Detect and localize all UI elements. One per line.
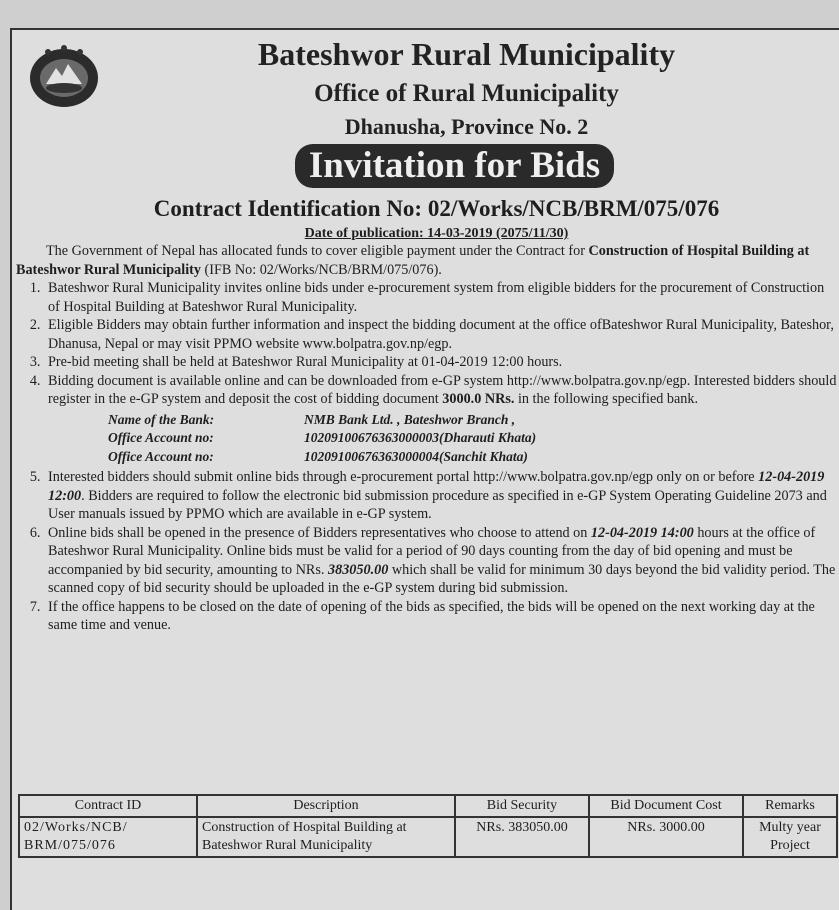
instructions-list — [16, 279, 838, 635]
item-text: Eligible Bidders may obtain further information and inspect the bidding document at the office ofBateshwor Rural Municipality, Bateshor, Dhanusa, Nepal or may visit PPMO website www.bolpatra.gov.np/egp. — [48, 317, 834, 352]
intro-ifb: (IFB No: 02/Works/NCB/BRM/075/076). — [200, 261, 442, 278]
list-item — [44, 353, 838, 372]
submission-deadline: 12-04-2019 12:00 — [48, 469, 825, 504]
notice-body — [16, 242, 838, 635]
bank-details — [108, 411, 838, 467]
col-bid-document-cost: Bid Document Cost — [589, 795, 743, 817]
cell-bid-document-cost: NRs. 3000.00 — [589, 817, 743, 857]
account-value: 10209100676363000004(Sanchit Khata) — [304, 448, 528, 464]
intro-text: The Government of Nepal has allocated funds to cover eligible payment under the Contract for — [46, 243, 589, 259]
list-item — [44, 316, 838, 353]
notice-page — [10, 28, 839, 910]
cell-bid-security: NRs. 383050.00 — [455, 817, 589, 857]
intro-project-name: Construction of Hospital Building at Bateshwor Rural Municipality — [16, 243, 810, 278]
contract-identification: Contract Identification No: 02/Works/NCB/BRM/075/076 — [153, 196, 720, 221]
list-item — [44, 279, 838, 316]
item-text: Bateshwor Rural Municipality invites online bids under e-procurement system from eligible bidders for the procurement of Construction of Hospital Building at Bateshwor Rural Municipality. — [48, 280, 825, 315]
account-label: Office Account no: — [108, 430, 214, 445]
account-value: 10209100676363000003(Dharauti Khata) — [304, 430, 537, 445]
item-text: in the following specified bank. — [514, 391, 699, 407]
col-remarks: Remarks — [743, 795, 837, 817]
item-text: which shall be valid for minimum 30 days beyond the bid validity period. The scanned copy of bid security should be uploaded in the e-GP system during bid submission. — [48, 561, 836, 596]
intro-paragraph — [16, 242, 838, 279]
col-contract-id: Contract ID — [19, 795, 197, 817]
table-header-row — [19, 795, 837, 817]
opening-date: 12-04-2019 14:00 — [590, 524, 694, 541]
item-text: Online bids shall be opened in the presence of Bidders representatives who choose to attend on — [48, 524, 591, 541]
cell-contract-id: 02/Works/NCB/ BRM/075/076 — [19, 817, 197, 857]
bank-name-label: Name of the Bank: — [108, 411, 215, 427]
col-bid-security: Bid Security — [455, 795, 589, 817]
account-label: Office Account no: — [108, 448, 214, 464]
item-text: If the office happens to be closed on the date of opening of the bids as specified, the bids will be opened on the next working day at the same time and venue. — [48, 598, 815, 633]
cell-description: Construction of Hospital Building at Bateshwor Rural Municipality — [197, 817, 455, 857]
municipality-title: Bateshwor Rural Municipality — [257, 36, 676, 72]
col-description: Description — [197, 795, 455, 817]
list-item — [44, 372, 838, 467]
invitation-banner: Invitation for Bids — [295, 144, 614, 188]
item-text: hours at the office of Bateshwor Rural Municipality. Online bids must be valid for a period of 90 days counting from the day of bid opening and must be accompanied by bid security, amounting to NRs. — [48, 524, 816, 578]
bank-name-row — [108, 411, 838, 430]
item-text: Pre-bid meeting shall be held at Bateshwor Rural Municipality at 01-04-2019 12:00 hours. — [48, 354, 563, 370]
banner-wrap — [12, 144, 839, 188]
date-of-publication: Date of publication: 14-03-2019 (2075/11/30) — [304, 226, 569, 241]
item-text: Bidding document is available online and can be downloaded from e-GP system http://www.bolpatra.gov.np/egp. Interested bidders should register in the e-GP system and deposit the cost of bidding document — [48, 372, 837, 407]
cell-remarks: Multy year Project — [743, 817, 837, 857]
location-title: Dhanusha, Province No. 2 — [344, 114, 589, 139]
item-text: Interested bidders should submit online bids through e-procurement portal http://www.bolpatra.gov.np/egp only on or before — [48, 469, 759, 485]
list-item — [44, 598, 838, 635]
account-row — [108, 429, 838, 448]
table-row — [19, 817, 837, 857]
document-cost: 3000.0 NRs. — [442, 391, 515, 407]
item-text: . Bidders are required to follow the electronic bid submission procedure as specified in e-GP System Operating Guideline 2073 and User manuals issued by PPMO which are available in e-GP system. — [48, 487, 827, 522]
contract-table — [18, 794, 838, 858]
list-item — [44, 468, 838, 524]
office-title: Office of Rural Municipality — [314, 80, 619, 107]
list-item — [44, 524, 838, 598]
bank-name-value: NMB Bank Ltd. , Bateshwor Branch , — [304, 411, 516, 427]
bid-security-amount: 383050.00 — [328, 561, 389, 578]
account-row — [108, 448, 838, 467]
